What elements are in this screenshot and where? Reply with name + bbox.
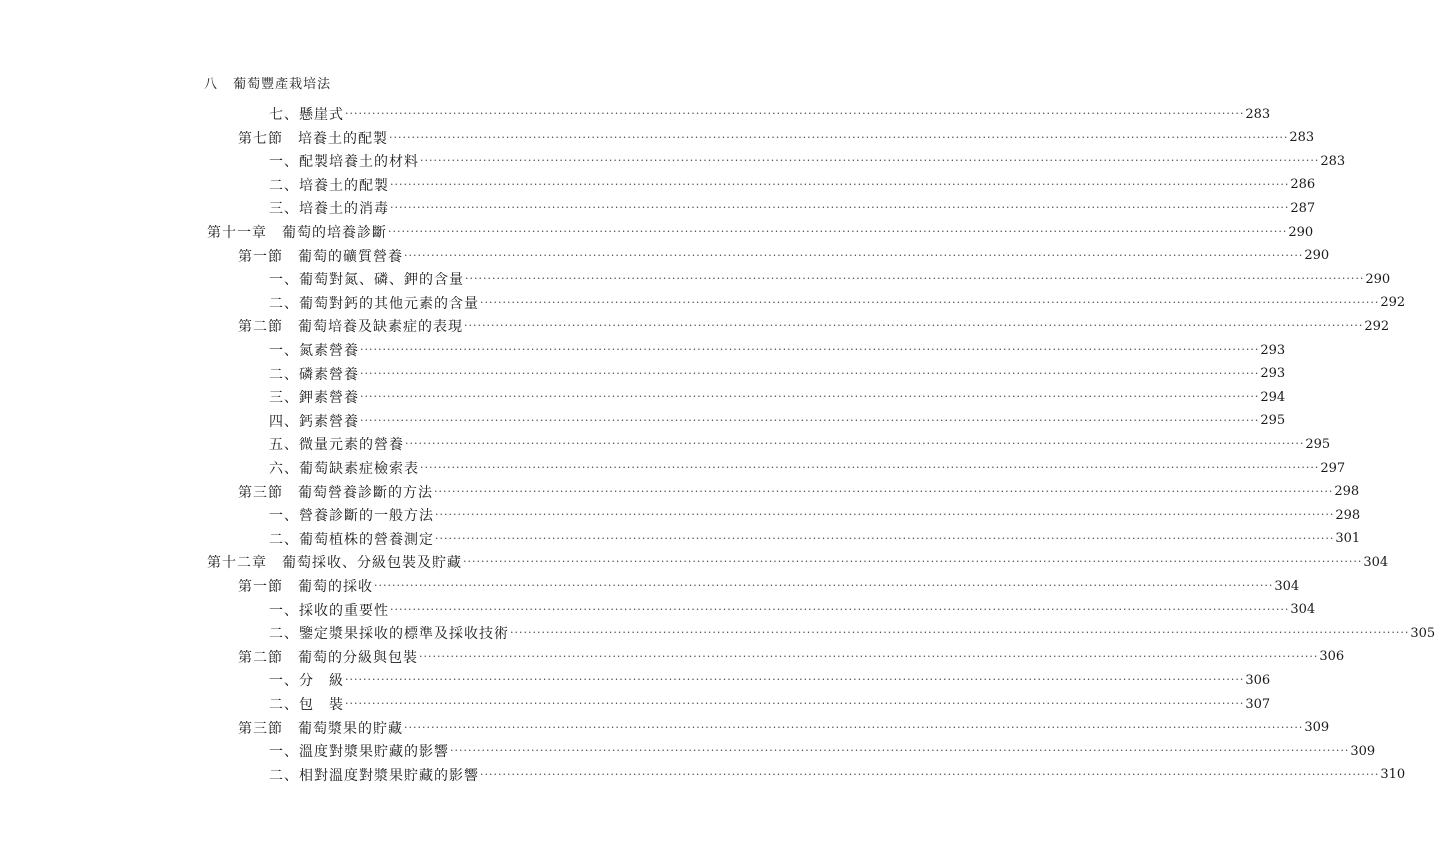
toc-entry	[0, 740, 1376, 762]
toc-entry-title: 第一節 葡萄的採收	[238, 579, 373, 595]
toc-entry	[0, 103, 1271, 125]
toc-entry	[0, 481, 1360, 503]
toc-entry-title: 六、葡萄缺素症檢索表	[269, 461, 419, 477]
toc-entry-page: 293	[1260, 366, 1286, 382]
dot-leader: ········································································································································································································	[420, 461, 1320, 474]
toc-entry-title: 二、葡萄對鈣的其他元素的含量	[269, 295, 479, 312]
toc-entry	[0, 127, 1315, 149]
dot-leader: ········································································································································································································	[345, 697, 1245, 710]
toc-entry-title: 一、葡萄對氮、磷、鉀的含量	[269, 272, 464, 289]
toc-entry-page: 298	[1335, 507, 1361, 523]
toc-entry	[0, 457, 1346, 479]
dot-leader: ········································································································································································································	[345, 107, 1245, 120]
toc-entry	[0, 693, 1271, 715]
toc-entry	[0, 551, 1389, 573]
toc-entry-title: 一、配製培養土的材料	[269, 154, 419, 171]
toc-entry-title: 一、採收的重要性	[269, 602, 389, 619]
toc-entry-title: 五、微量元素的營養	[269, 437, 404, 454]
toc-entry	[0, 622, 1435, 644]
toc-entry-title: 二、相對溫度對漿果貯藏的影響	[269, 767, 479, 784]
toc-entry	[0, 150, 1346, 172]
toc-entry-page: 309	[1304, 720, 1330, 736]
dot-leader: ········································································································································································································	[360, 366, 1260, 380]
dot-leader: ········································································································································································································	[480, 767, 1380, 781]
toc-entry-page: 286	[1290, 177, 1316, 193]
toc-entry	[0, 245, 1330, 267]
toc-entry	[0, 315, 1390, 337]
toc-entry-page: 292	[1364, 318, 1390, 334]
dot-leader: ········································································································································································································	[419, 649, 1319, 663]
toc-entry-page: 304	[1363, 554, 1389, 570]
toc-entry-page: 305	[1410, 625, 1435, 641]
running-header	[204, 73, 331, 92]
toc-entry-page: 290	[1288, 224, 1314, 240]
toc-entry	[0, 386, 1286, 408]
dot-leader: ········································································································································································································	[388, 225, 1288, 238]
toc-entry-title: 一、分 級	[269, 673, 344, 690]
toc-entry-title: 第二節 葡萄培養及缺素症的表現	[238, 319, 463, 336]
toc-entry-page: 290	[1365, 271, 1391, 287]
dot-leader: ········································································································································································································	[345, 673, 1245, 687]
toc-entry-page: 297	[1320, 460, 1346, 476]
toc-entry-page: 287	[1290, 200, 1316, 216]
dot-leader: ········································································································································································································	[420, 154, 1320, 168]
toc-entry-title: 二、鑒定漿果採收的標準及採收技術	[269, 626, 509, 643]
toc-entry-title: 三、鉀素營養	[269, 390, 359, 407]
toc-entry-title: 二、磷素營養	[269, 366, 359, 383]
toc-entry-title: 一、溫度對漿果貯藏的影響	[269, 744, 449, 761]
toc-entry	[0, 669, 1271, 691]
toc-entry-page: 295	[1260, 413, 1286, 429]
toc-entry-page: 298	[1334, 484, 1360, 500]
toc-entry	[0, 174, 1316, 196]
dot-leader: ········································································································································································································	[390, 177, 1290, 191]
toc-entry-page: 293	[1260, 342, 1286, 358]
dot-leader: ········································································································································································································	[389, 130, 1289, 144]
dot-leader: ········································································································································································································	[435, 508, 1335, 522]
dot-leader: ········································································································································································································	[390, 201, 1290, 215]
dot-leader: ········································································································································································································	[434, 484, 1334, 498]
toc-entry-page: 306	[1245, 672, 1271, 688]
dot-leader: ········································································································································································································	[510, 626, 1410, 640]
toc-entry	[0, 646, 1345, 668]
toc-entry	[0, 528, 1361, 550]
dot-leader: ········································································································································································································	[404, 248, 1304, 262]
toc-entry-page: 283	[1289, 130, 1315, 146]
toc-entry-page: 304	[1290, 602, 1316, 618]
dot-leader: ········································································································································································································	[464, 319, 1364, 333]
toc-entry-title: 第一節 葡萄的礦質營養	[238, 248, 403, 265]
toc-entry	[0, 268, 1391, 290]
dot-leader: ········································································································································································································	[405, 437, 1305, 451]
header-book-title: 葡萄豐產栽培法	[233, 77, 332, 92]
toc-entry-title: 三、培養土的消毒	[269, 201, 389, 218]
dot-leader: ········································································································································································································	[435, 531, 1335, 545]
toc-entry-title: 二、葡萄植株的營養測定	[269, 531, 434, 548]
toc-entry	[0, 410, 1286, 432]
toc-entry-page: 283	[1320, 153, 1346, 169]
dot-leader: ········································································································································································································	[390, 602, 1290, 616]
dot-leader: ········································································································································································································	[360, 390, 1260, 404]
toc-entry-page: 309	[1350, 743, 1376, 759]
toc-entry	[0, 339, 1286, 361]
toc-entry-page: 292	[1380, 295, 1406, 311]
toc-entry-title: 第三節 葡萄漿果的貯藏	[238, 720, 403, 737]
dot-leader: ········································································································································································································	[450, 744, 1350, 758]
toc-entry	[0, 599, 1316, 621]
toc-entry-title: 一、營養診斷的一般方法	[269, 508, 434, 525]
toc-entry-title: 二、包 裝	[269, 697, 344, 713]
toc-entry-title: 第二節 葡萄的分級與包裝	[238, 649, 418, 666]
toc-entry-title: 第十二章 葡萄採收、分級包裝及貯藏	[207, 555, 462, 572]
toc-entry	[0, 504, 1361, 526]
toc-entry-title: 一、氮素營養	[269, 343, 359, 359]
toc-entry	[0, 363, 1286, 385]
toc-entry-title: 第三節 葡萄營養診斷的方法	[238, 484, 433, 501]
dot-leader: ········································································································································································································	[480, 295, 1380, 309]
toc-entry-page: 283	[1245, 106, 1271, 122]
toc-entry	[0, 764, 1406, 786]
toc-entry-page: 307	[1245, 696, 1271, 712]
toc-entry	[0, 292, 1406, 314]
toc-entry-page: 294	[1260, 389, 1286, 405]
toc-entry-page: 301	[1335, 531, 1361, 547]
toc-entry-title: 第十一章 葡萄的培養診斷	[207, 225, 387, 241]
toc-entry-page: 295	[1305, 436, 1331, 452]
dot-leader: ········································································································································································································	[404, 720, 1304, 734]
dot-leader: ········································································································································································································	[360, 413, 1260, 427]
toc-entry	[0, 717, 1330, 739]
toc-entry-title: 二、培養土的配製	[269, 177, 389, 194]
toc-entry-title: 七、懸崖式	[269, 107, 344, 123]
toc-entry-page: 290	[1304, 248, 1330, 264]
toc-entry	[0, 221, 1314, 243]
dot-leader: ········································································································································································································	[465, 272, 1365, 286]
toc-entry	[0, 433, 1331, 455]
dot-leader: ········································································································································································································	[360, 343, 1260, 356]
toc-entry-page: 304	[1274, 578, 1300, 594]
header-page-number: 八	[204, 77, 219, 92]
toc-entry-title: 第七節 培養土的配製	[238, 130, 388, 147]
toc-entry	[0, 575, 1300, 597]
toc-entry	[0, 197, 1316, 219]
toc-entry-title: 四、鈣素營養	[269, 413, 359, 430]
toc-entry-page: 306	[1319, 649, 1345, 665]
toc-entry-page: 310	[1380, 767, 1406, 783]
dot-leader: ········································································································································································································	[463, 555, 1363, 569]
dot-leader: ········································································································································································································	[374, 579, 1274, 592]
